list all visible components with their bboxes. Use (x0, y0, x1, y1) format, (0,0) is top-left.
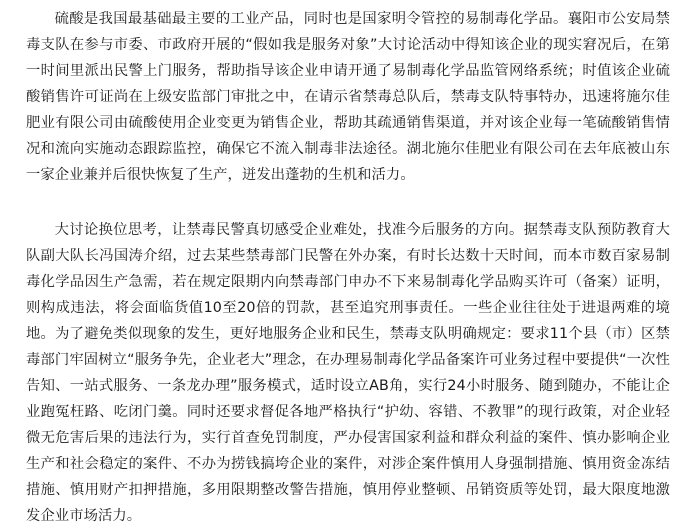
article-paragraph-2: 大讨论换位思考，让禁毒民警真切感受企业难处，找准今后服务的方向。据禁毒支队预防教育大队副大队长冯国涛介绍，过去某些禁毒部门民警在外办案，有时长达数十天时间，而本市数百家易制毒化学品因生产急需，若在规定限期内向禁毒部门申办不下来易制毒化学品购买许可（备案）证明，则构成违法，将会面临货值10至20倍的罚款，甚至追究刑事责任。一些企业往往处于进退两难的境地。为了避免类似现象的发生，更好地服务企业和民生，禁毒支队明确规定：要求11个县（市）区禁毒部门牢固树立“服务争先，企业老大”理念，在办理易制毒化学品备案许可业务过程中要提供“一次性告知、一站式服务、一条龙办理”服务模式，适时设立AB角，实行24小时服务、随到随办，不能让企业跑冤枉路、吃闭门羹。同时还要求督促各地严格执行“护幼、容错、不教罪”的现行政策，对企业轻微无危害后果的违法行为，实行首查免罚制度，严办侵害国家利益和群众利益的案件、慎办影响企业生产和社会稳定的案件、不办为捞钱搞垮企业的案件，对涉企案件慎用人身强制措施、慎用资金冻结措施、慎用财产扣押措施，多用限期整改警告措施，慎用停业整顿、吊销资质等处罚，最大限度地激发企业市场活力。 (26, 222, 670, 524)
article-paragraph-1: 硫酸是我国最基础最主要的工业产品，同时也是国家明令管控的易制毒化学品。襄阳市公安局禁毒支队在参与市委、市政府开展的“假如我是服务对象”大讨论活动中得知该企业的现实窘况后，在第一时间里派出民警上门服务，帮助指导该企业申请开通了易制毒化学品监管网络系统；时值该企业硫酸销售许可证尚在上级安监部门审批之中，在请示省禁毒总队后，禁毒支队特事特办，迅速将施尔佳肥业有限公司由硫酸使用企业变更为销售企业，帮助其疏通销售渠道，并对该企业每一笔硫酸销售情况和流向实施动态跟踪监控，确保它不流入制毒非法途径。湖北施尔佳肥业有限公司在去年底被山东一家企业兼并后很快恢复了生产，迸发出蓬勃的生机和活力。 (26, 11, 670, 183)
